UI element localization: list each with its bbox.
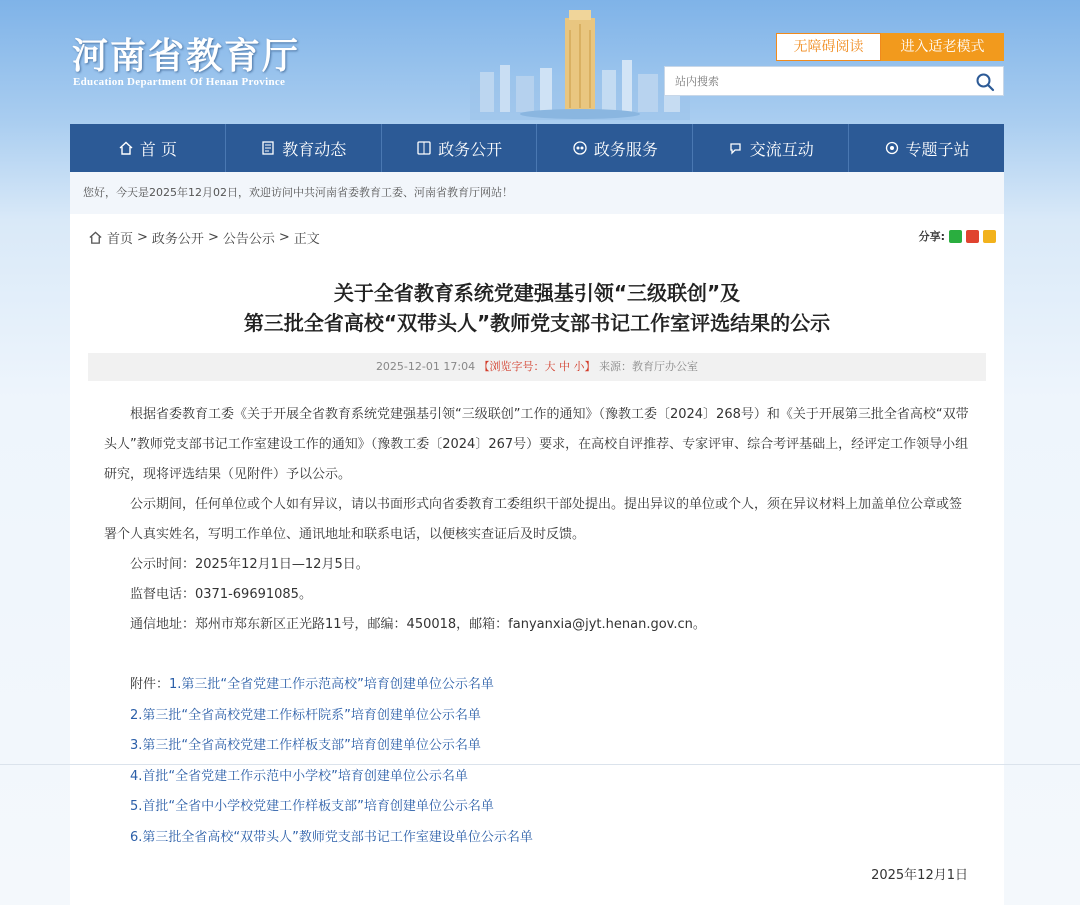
accessibility-reading-button[interactable]: 无障碍阅读	[776, 33, 881, 61]
breadcrumb-current: 正文	[293, 232, 320, 247]
nav-item-label: 教育动态	[282, 139, 347, 159]
breadcrumb-home[interactable]: 首页	[107, 232, 134, 247]
elder-mode-button[interactable]: 进入适老模式	[881, 33, 1004, 61]
topic-icon	[884, 140, 900, 156]
city-skyline-image	[470, 10, 690, 120]
attachment-link[interactable]: 3.第三批“全省高校党建工作样板支部”培育创建单位公示名单	[130, 738, 481, 753]
article-title	[70, 278, 1004, 338]
breadcrumb-separator: >	[278, 230, 290, 245]
mailing-address: 通信地址：郑州市郑东新区正光路11号，邮编：450018，邮箱：fanyanxia@jyt.henan.gov.cn。	[130, 617, 706, 632]
nav-item-news[interactable]	[226, 124, 382, 172]
nav-item-interaction[interactable]	[693, 124, 849, 172]
share-label: 分享:	[918, 230, 945, 243]
breadcrumb-notices[interactable]: 公告公示	[222, 232, 275, 247]
font-size-control[interactable]: 【浏览字号：大 中 小】	[478, 360, 596, 373]
site-header	[0, 0, 1080, 124]
signature-date: 2025年12月1日	[871, 868, 968, 883]
interaction-icon	[728, 140, 744, 156]
divider	[0, 764, 1080, 765]
attachment-link[interactable]: 5.首批“全省中小学校党建工作样板支部”培育创建单位公示名单	[130, 799, 494, 814]
document-icon	[416, 140, 432, 156]
main-nav	[70, 124, 1004, 172]
nav-item-gov-services[interactable]	[537, 124, 693, 172]
article-meta	[88, 353, 986, 381]
news-icon	[260, 140, 276, 156]
attachment-label: 附件：	[130, 677, 170, 692]
article-source: 来源：教育厅办公室	[599, 360, 699, 373]
nav-item-label: 政务服务	[593, 139, 658, 159]
attachment-link[interactable]: 1.第三批“全省党建工作示范高校”培育创建单位公示名单	[169, 677, 494, 692]
attachment-link[interactable]: 4.首批“全省党建工作示范中小学校”培育创建单位公示名单	[130, 768, 468, 784]
publish-date: 2025-12-01 17:04	[375, 360, 476, 373]
nav-item-label: 政务公开	[438, 139, 503, 159]
notice-period: 公示时间：2025年12月1日—12月5日。	[130, 557, 369, 572]
breadcrumb	[88, 228, 320, 247]
welcome-bar: 您好，今天是2025年12月02日，欢迎访问中共河南省委教育工委、河南省教育厅网站！	[70, 172, 1004, 214]
breadcrumb-separator: >	[137, 230, 148, 245]
search-icon[interactable]	[975, 72, 995, 92]
attachment-link[interactable]: 6.第三批全省高校“双带头人”教师党支部书记工作室建设单位公示名单	[130, 829, 533, 845]
attachment-item	[104, 670, 974, 701]
breadcrumb-gov-affairs[interactable]: 政务公开	[151, 232, 204, 247]
article-body	[104, 400, 974, 853]
breadcrumb-separator: >	[207, 230, 219, 245]
nav-item-gov-affairs[interactable]	[382, 124, 538, 172]
nav-item-home[interactable]	[70, 124, 226, 172]
spacer	[104, 640, 974, 670]
site-search	[664, 66, 1004, 96]
supervision-phone: 监督电话：0371-69691085。	[130, 587, 312, 602]
wechat-share-icon[interactable]	[949, 230, 962, 243]
article-title-line1: 关于全省教育系统党建强基引领“三级联创”及	[333, 281, 741, 305]
site-logo-subtitle: Education Department Of Henan Province	[73, 76, 286, 88]
nav-item-label: 首 页	[139, 139, 177, 159]
article-title-line2: 第三批全省高校“双带头人”教师党支部书记工作室评选结果的公示	[243, 311, 831, 335]
paragraph: 根据省委教育工委《关于开展全省教育系统党建强基引领“三级联创”工作的通知》（豫教工委〔2024〕268号）和《关于开展第三批全省高校“双带头人”教师党支部书记工作室建设工作的通知》（豫教工委〔2024〕267号）要求，在高校自评推荐、专家评审、综合考评基础上，经评定工作领导小组研究，现将评选结果（见附件）予以公示。	[104, 407, 969, 482]
paragraph: 公示期间，任何单位或个人如有异议，请以书面形式向省委教育工委组织干部处提出。提出异议的单位或个人，须在异议材料上加盖单位公章或签署个人真实姓名，写明工作单位、通讯地址和联系电话，以便核实查证后及时反馈。	[104, 497, 963, 542]
nav-item-label: 专题子站	[905, 139, 970, 159]
weibo-share-icon[interactable]	[966, 230, 979, 243]
home-icon	[88, 230, 103, 245]
article-panel	[70, 214, 1004, 905]
share-bar	[919, 228, 996, 244]
service-icon	[572, 140, 588, 156]
site-logo-title[interactable]: 河南省教育厅	[72, 35, 301, 77]
nav-item-topics[interactable]	[849, 124, 1004, 172]
search-input[interactable]	[675, 73, 965, 91]
attachment-link[interactable]: 2.第三批“全省高校党建工作标杆院系”培育创建单位公示名单	[130, 707, 481, 723]
nav-item-label: 交流互动	[749, 139, 814, 159]
qq-share-icon[interactable]	[983, 230, 996, 243]
home-icon	[118, 140, 134, 156]
